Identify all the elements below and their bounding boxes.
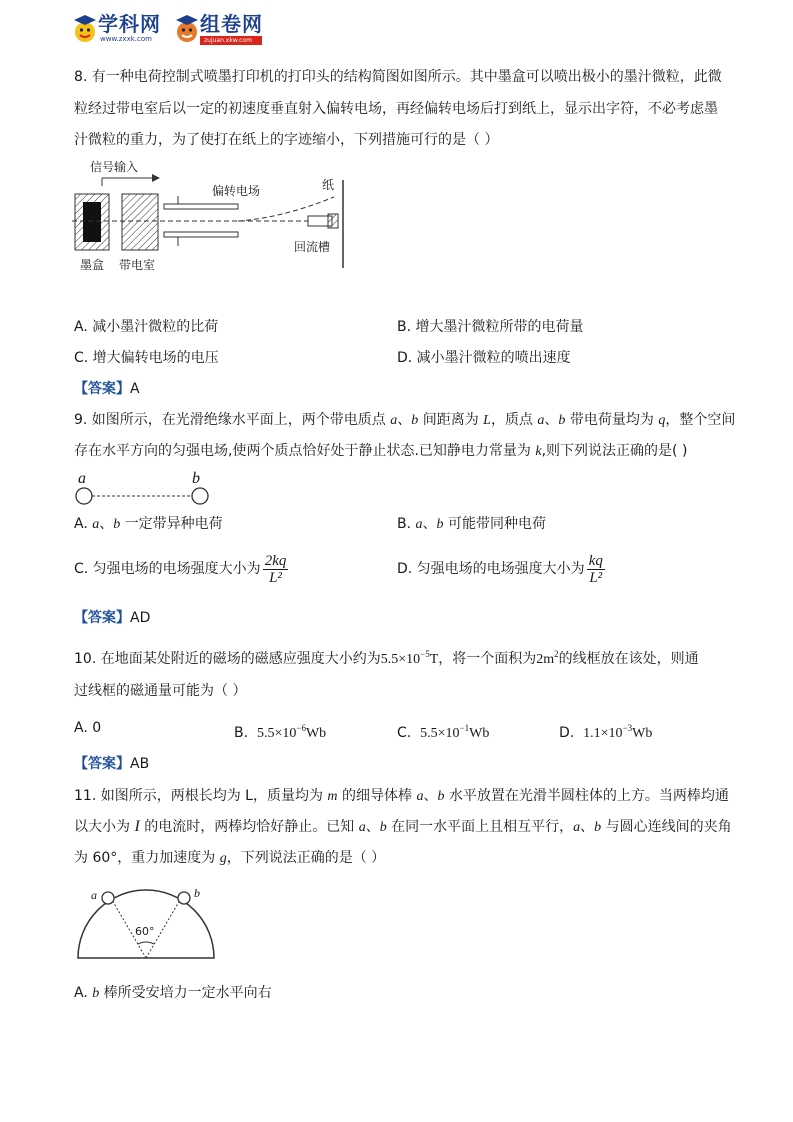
frac-num: kq [588, 552, 603, 569]
area-exponent: 2 [554, 649, 559, 659]
rod-a-shape [102, 892, 114, 904]
var-g: g [219, 851, 227, 866]
q11-text: 的细导体棒 [337, 788, 417, 804]
var-k: k [535, 444, 542, 459]
q11-text: ，下列说法正确的是（ ） [226, 850, 386, 866]
q9-text: ,则下列说法正确的是( ) [541, 443, 688, 459]
charge-b-shape [192, 488, 208, 504]
opt-label: B. [234, 725, 249, 741]
opt-text: A. [74, 985, 93, 1001]
opt-text: D. 匀强电场的电场强度大小为 [397, 561, 585, 577]
var-b: b [558, 413, 566, 428]
answer-value: A [130, 381, 140, 397]
opt-text: 一定带异种电荷 [120, 516, 223, 532]
xuekewang-url: www.zxxk.com [100, 35, 152, 43]
opt-label: C. [397, 725, 412, 741]
frac-den: L² [589, 569, 603, 586]
var-b: b [113, 517, 121, 532]
charging-chamber-shape [122, 194, 158, 250]
q11-text: 的电流时，两棒均恰好静止。已知 [139, 819, 359, 835]
opt-exponent: −3 [622, 723, 633, 733]
sep: 、 [422, 516, 437, 532]
sep: 、 [397, 412, 412, 428]
q9-figure [72, 470, 222, 510]
b-field-unit: T [429, 652, 439, 667]
q10-option-c [397, 719, 489, 743]
q8-figure [72, 160, 352, 275]
var-a: a [573, 820, 581, 835]
q8-stem-line-2: 粒经过带电室后以一定的初速度垂直射入偏转电场，再经偏转电场后打到纸上，显示出字符，不必考虑墨 [74, 101, 718, 117]
q8-option-d: D. 减小墨汁微粒的喷出速度 [397, 350, 571, 366]
q11-text: 为 60°，重力加速度为 [74, 850, 220, 866]
sep: 、 [99, 516, 114, 532]
charge-a-shape [76, 488, 92, 504]
q11-option-a [74, 984, 272, 1003]
q10-option-d [559, 719, 652, 743]
q11-text: 在同一水平面上且相互平行， [386, 819, 574, 835]
opt-text: B. [397, 516, 416, 532]
sep: 、 [580, 819, 595, 835]
label-charging-chamber: 带电室 [119, 258, 156, 272]
q8-option-a: A. 减小墨汁微粒的比荷 [74, 319, 219, 335]
var-b: b [379, 820, 387, 835]
answer-value: AD [130, 610, 151, 626]
var-b: b [437, 789, 445, 804]
sep: 、 [423, 788, 438, 804]
var-L: L [483, 413, 491, 428]
q9-stem-line-1 [74, 411, 735, 430]
q10-option-b [234, 719, 326, 743]
opt-text: 可能带同种电荷 [443, 516, 546, 532]
opt-unit: Wb [469, 726, 490, 741]
fraction-kq-over-L2 [587, 553, 605, 586]
label-signal-input: 信号输入 [90, 160, 139, 174]
zujuanwang-logo-text: 组卷网 [200, 12, 263, 36]
opt-value: 5.5×10 [420, 726, 460, 741]
var-a: a [415, 517, 423, 532]
q10-option-a: A. 0 [74, 720, 102, 736]
var-b: b [594, 820, 602, 835]
label-charge-a: a [78, 470, 86, 487]
q9-stem-line-2 [74, 442, 687, 461]
label-rod-a: a [91, 888, 97, 902]
xuekewang-logo-text: 学科网 [98, 12, 161, 36]
q11-text: 与圆心连线间的夹角 [601, 819, 732, 835]
answer-label: 【答案】 [74, 756, 130, 772]
area-value: 2m [536, 652, 555, 667]
var-a: a [416, 789, 424, 804]
q9-text: ，质点 [490, 412, 538, 428]
q8-answer [74, 380, 140, 398]
q11-stem-line-3 [74, 849, 385, 868]
q11-stem-line-2 [74, 818, 732, 837]
signal-input-arrow-icon [102, 174, 160, 186]
opt-value: 5.5×10 [256, 726, 297, 741]
q9-answer [74, 609, 150, 627]
q9-option-c [74, 551, 290, 587]
half-cylinder-shape [78, 890, 214, 958]
var-a: a [358, 820, 366, 835]
q10-answer [74, 755, 149, 773]
var-q: q [658, 413, 666, 428]
opt-unit: Wb [632, 726, 653, 741]
label-charge-b: b [192, 470, 200, 487]
q8-stem-line-1: 8. 有一种电荷控制式喷墨打印机的打印头的结构简图如图所示。其中墨盒可以喷出极小的墨汁微粒，此微 [74, 69, 722, 85]
q9-option-d [397, 551, 607, 587]
q9-text: ，整个空间 [665, 412, 736, 428]
q9-option-a [74, 515, 223, 534]
q8-option-b: B. 增大墨汁微粒所带的电荷量 [397, 319, 584, 335]
var-b: b [411, 413, 419, 428]
q11-text: 以大小为 [74, 819, 135, 835]
q9-text: 间距离为 [418, 412, 484, 428]
label-paper: 纸 [322, 178, 335, 192]
b-field-exponent: −5 [420, 649, 430, 659]
header-logos [72, 12, 272, 48]
label-deflection-field: 偏转电场 [212, 184, 261, 198]
opt-text: 棒所受安培力一定水平向右 [99, 985, 272, 1001]
zujuanwang-logo-icon [175, 12, 199, 46]
xuekewang-logo-icon [72, 12, 98, 46]
return-trough-shape [308, 214, 338, 228]
opt-text: A. [74, 516, 93, 532]
b-field-value: 5.5×10 [380, 652, 421, 667]
q9-option-b [397, 515, 546, 534]
label-rod-b: b [194, 886, 200, 900]
var-b: b [92, 986, 100, 1001]
q10-text: ，将一个面积为 [438, 651, 537, 667]
q10-text: 10. 在地面某处附近的磁场的磁感应强度大小约为 [74, 651, 381, 667]
var-a: a [92, 517, 100, 532]
q11-stem-line-1 [74, 787, 729, 806]
q8-option-c: C. 增大偏转电场的电压 [74, 350, 219, 366]
opt-value: 1.1×10 [583, 726, 623, 741]
opt-exponent: −6 [296, 723, 306, 733]
q9-text: 存在水平方向的匀强电场,使两个质点恰好处于静止状态.已知静电力常量为 [74, 443, 536, 459]
var-I: I [134, 818, 140, 835]
opt-exponent: −1 [459, 723, 470, 733]
rod-b-shape [178, 892, 190, 904]
q10-stem-line-1 [74, 645, 699, 669]
var-b: b [436, 517, 444, 532]
zujuanwang-url: zujuan.xkw.com [204, 37, 252, 44]
fraction-2kq-over-L2 [263, 553, 289, 586]
var-m: m [327, 789, 338, 804]
var-a: a [390, 413, 398, 428]
sep: 、 [544, 412, 559, 428]
var-a: a [537, 413, 545, 428]
label-angle: 60° [135, 925, 155, 938]
label-ink-box: 墨盒 [80, 258, 105, 272]
label-return-trough: 回流槽 [294, 240, 331, 254]
q11-text: 水平放置在光滑半圆柱体的上方。当两棒均通 [444, 788, 729, 804]
q10-text: 的线框放在该处，则通 [558, 651, 699, 667]
opt-unit: Wb [305, 726, 327, 741]
answer-label: 【答案】 [74, 610, 130, 626]
answer-value: AB [130, 756, 150, 772]
q9-text: 9. 如图所示，在光滑绝缘水平面上，两个带电质点 [74, 412, 391, 428]
q9-text: 带电荷量均为 [565, 412, 659, 428]
q11-figure [72, 882, 222, 962]
q11-text: 11. 如图所示，两根长均为 L，质量均为 [74, 788, 328, 804]
frac-num: 2kq [264, 552, 287, 569]
ink-box-shape [75, 194, 109, 250]
sep: 、 [365, 819, 380, 835]
q8-stem-line-3: 汁微粒的重力，为了使打在纸上的字迹缩小，下列措施可行的是（ ） [74, 132, 499, 148]
frac-den: L² [269, 569, 282, 586]
q10-stem-line-2: 过线框的磁通量可能为（ ） [74, 683, 247, 699]
opt-label: D. [559, 725, 575, 741]
opt-text: C. 匀强电场的电场强度大小为 [74, 561, 261, 577]
answer-label: 【答案】 [74, 381, 130, 397]
